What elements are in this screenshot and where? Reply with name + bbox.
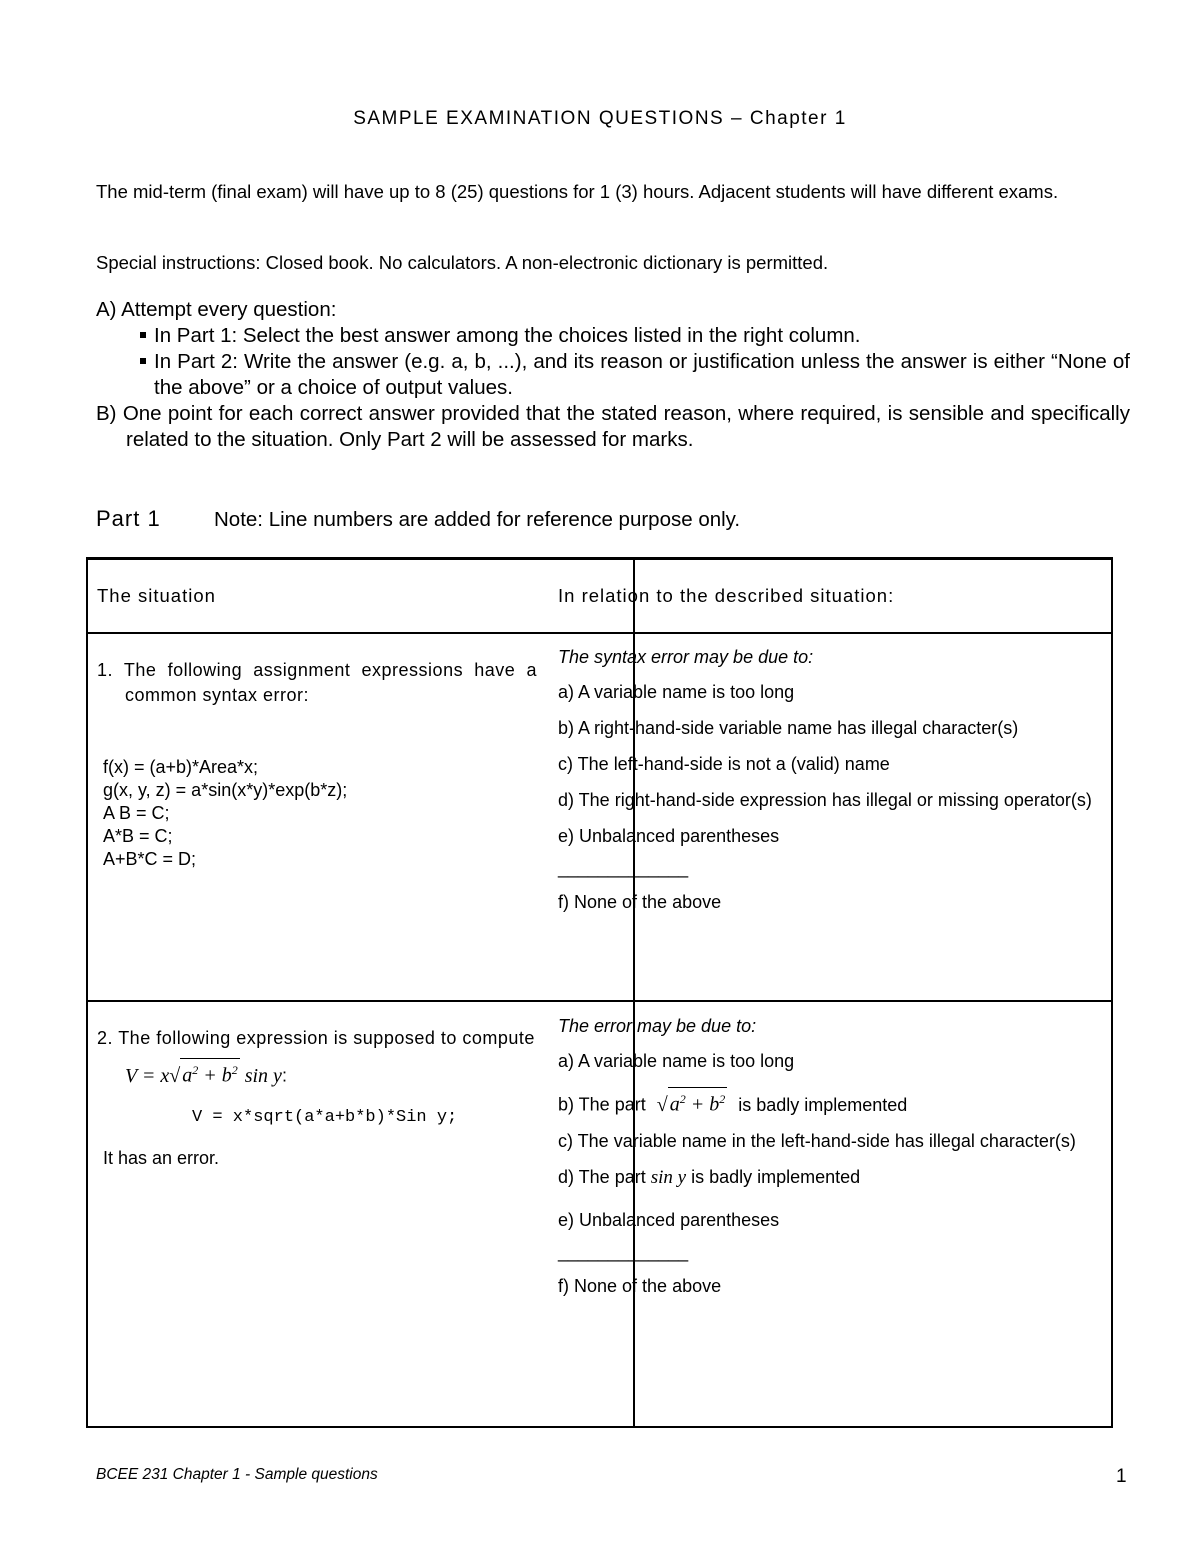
formula-radicand: $a^2 + b^2$ (180, 1058, 240, 1087)
q2-prompt: 2. The following expression is supposed to compute (97, 1028, 535, 1048)
q1-prompt: 1. The following assignment expressions have a common syntax error: (97, 660, 537, 705)
q2-code: V = x*sqrt(a*a+b*b)*Sin y; (192, 1107, 458, 1127)
q1-code-line: A*B = C; (103, 826, 173, 846)
q2-prompt-line (97, 1026, 537, 1050)
part-label: Part 1 (96, 506, 161, 531)
header-relation: In relation to the described situation: (558, 585, 895, 606)
option-b-radicand: $a^2 + b^2$ (668, 1087, 728, 1116)
q2-options (558, 1014, 1098, 1298)
instruction-bullet (96, 349, 1130, 401)
q2-colon: : (281, 1065, 287, 1086)
q2-option-e: e) Unbalanced parentheses (558, 1209, 780, 1230)
q2-option-b (558, 1087, 1098, 1117)
exp-b: 2 (231, 1063, 238, 1077)
q2-lead: The error may be due to: (558, 1016, 757, 1036)
instruction-bullet-text: In Part 2: Write the answer (e.g. a, b, ...), and its reason or justification unless the answer is either “None of the above” or a choice of output values. (154, 350, 1130, 399)
q2-option-d (558, 1165, 1098, 1190)
header-situation: The situation (97, 585, 216, 606)
q2-formula (125, 1065, 282, 1087)
q1-code-line: A B = C; (103, 803, 170, 823)
page-title: SAMPLE EXAMINATION QUESTIONS – Chapter 1 (353, 108, 847, 129)
q1-option-c: c) The left-hand-side is not a (valid) name (558, 754, 890, 774)
instruction-b: B) One point for each correct answer provided that the stated reason, where required, is sensible and specifically related to the situation. Only Part 2 will be assessed for marks. (96, 402, 1130, 451)
q2-option-d-end: is badly implemented (691, 1166, 861, 1187)
radicand-a: a (182, 1064, 193, 1087)
formula-lhs: V = x (125, 1064, 170, 1087)
instruction-bullet (96, 323, 1130, 349)
instructions-list (96, 297, 1130, 453)
q1-option-a: a) A variable name is too long (558, 682, 795, 702)
q2-formula-line (97, 1058, 537, 1088)
radical-sign-icon: √ (169, 1064, 181, 1087)
q2-option-c: c) The variable name in the left-hand-side has illegal character(s) (558, 1130, 1076, 1151)
q1-code-block (97, 756, 537, 871)
exp-a: 2 (192, 1063, 199, 1077)
part-heading (96, 506, 740, 532)
table-row-divider (88, 632, 1111, 634)
q1-code-line: f(x) = (a+b)*Area*x; (103, 757, 259, 777)
q2-option-a: a) A variable name is too long (558, 1051, 795, 1071)
q1-code-line: A+B*C = D; (103, 849, 197, 869)
q2-option-b-formula (657, 1094, 727, 1116)
q2-separator: _____________ (558, 1241, 689, 1262)
q2-situation (97, 1026, 537, 1170)
q2-closing: It has an error. (103, 1147, 220, 1168)
q2-option-f: f) None of the above (558, 1275, 722, 1296)
q2-option-d-start: d) The part (558, 1166, 646, 1187)
radicand-b: b (709, 1093, 720, 1116)
exp-b: 2 (719, 1092, 726, 1106)
q2-option-b-start: b) The part (558, 1094, 646, 1115)
bullet-icon (140, 358, 146, 364)
page-number: 1 (1116, 1466, 1127, 1487)
footer-course: BCEE 231 Chapter 1 - Sample questions (96, 1466, 378, 1483)
q1-option-b: b) A right-hand-side variable name has illegal character(s) (558, 718, 1019, 738)
q1-option-e: e) Unbalanced parentheses (558, 826, 780, 846)
radical-sign-icon: √ (656, 1093, 668, 1116)
radicand-b: b (221, 1064, 232, 1087)
special-instructions: Special instructions: Closed book. No calculators. A non-electronic dictionary is permitted. (96, 252, 829, 273)
q2-option-d-math: sin y (650, 1166, 687, 1188)
instruction-bullet-text: In Part 1: Select the best answer among the choices listed in the right column. (154, 324, 861, 347)
formula-tail: sin y (244, 1064, 282, 1087)
q1-separator: _____________ (558, 858, 689, 878)
exp-a: 2 (679, 1092, 686, 1106)
q1-option-f: f) None of the above (558, 892, 722, 912)
q1-situation (97, 658, 537, 871)
intro-paragraph: The mid-term (final exam) will have up to 8 (25) questions for 1 (3) hours. Adjacent students will have different exams. (96, 181, 1059, 202)
part-note: Note: Line numbers are added for reference purpose only. (214, 508, 741, 531)
q1-option-d: d) The right-hand-side expression has illegal or missing operator(s) (558, 790, 1092, 810)
radicand-a: a (669, 1093, 680, 1116)
bullet-icon (140, 332, 146, 338)
q2-option-b-end: is badly implemented (738, 1094, 908, 1115)
table-row-divider (88, 1000, 1111, 1002)
q1-options (558, 645, 1098, 914)
q1-code-line: g(x, y, z) = a*sin(x*y)*exp(b*z); (103, 780, 348, 800)
instruction-a-heading: A) Attempt every question: (96, 298, 337, 321)
q1-lead: The syntax error may be due to: (558, 647, 814, 667)
